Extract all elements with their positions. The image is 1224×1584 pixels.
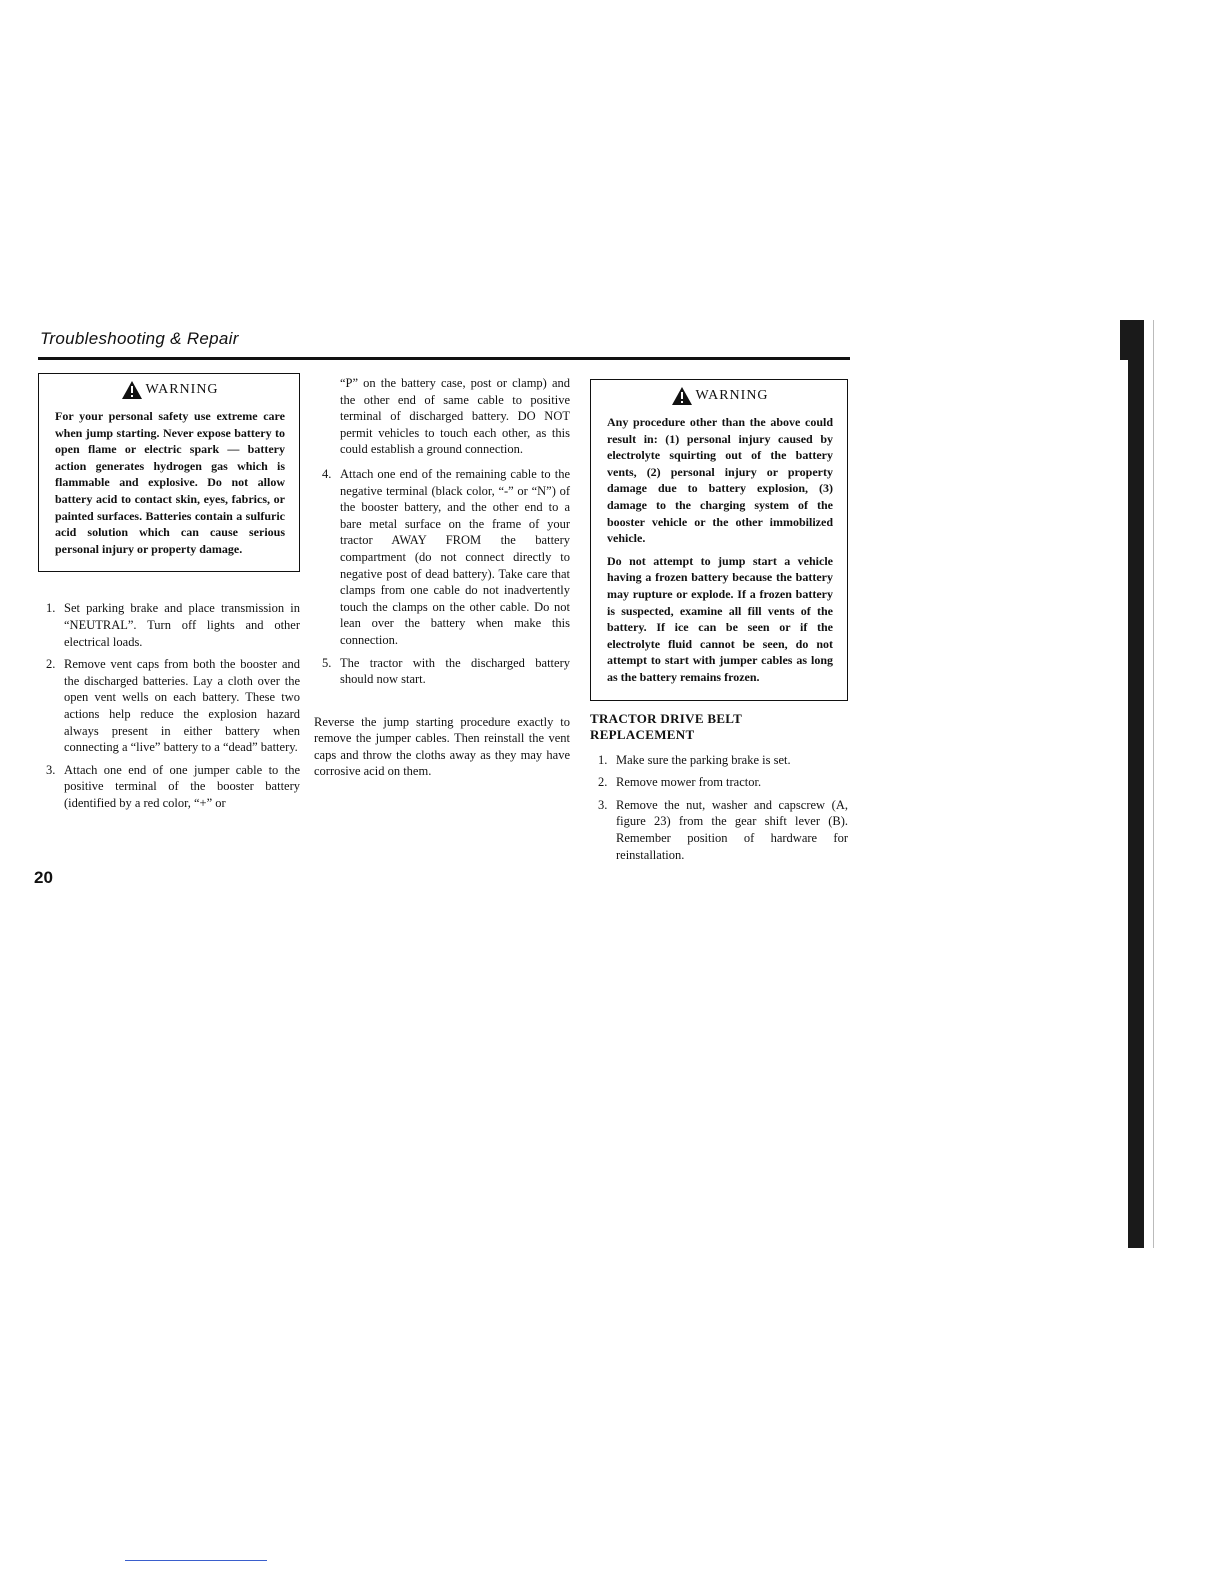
step-continuation: “P” on the battery case, post or clamp) and the other end of same cable to positive terminal of discharged battery. DO NOT permit vehicles to touch each other, as this could establish a ground connection. bbox=[340, 376, 570, 457]
section-heading: TRACTOR DRIVE BELT REPLACEMENT bbox=[590, 710, 742, 743]
warning-text: For your personal safety use extreme care when jump starting. Never expose battery to open flame or electric spark — battery action generates hydrogen gas which is flammable and explosive. Do not allow battery acid to contact skin, eyes, fabrics, or painted surfaces. Batteries contain a sulfuric acid solution which can cause serious personal injury or property damage. bbox=[55, 409, 285, 556]
list-item bbox=[38, 656, 300, 756]
reverse-paragraph: Reverse the jump starting procedure exactly to remove the jumper cables. Then reinstall the vent caps and throw the cloths away as they may have corrosive acid on them. bbox=[314, 714, 570, 779]
warning-title-text: WARNING bbox=[145, 381, 219, 397]
list-item bbox=[314, 466, 570, 649]
list-item bbox=[590, 797, 848, 863]
warning-box-left bbox=[38, 373, 300, 572]
list-item bbox=[590, 752, 848, 769]
step-number: 1. bbox=[46, 601, 56, 616]
warning-paragraph-2: Do not attempt to jump start a vehicle having a frozen battery because the battery may rupture or explode. If a frozen battery is suspected, examine all fill vents of the battery. If ice can be seen or if the electrolyte fluid cannot be seen, do not attempt to start with jumper cables as long as the battery remains frozen. bbox=[607, 553, 833, 684]
page-edge-shadow bbox=[1128, 320, 1144, 1248]
list-item bbox=[38, 762, 300, 812]
step-text: Remove mower from tractor. bbox=[616, 775, 762, 790]
footer-line bbox=[125, 1560, 267, 1561]
warning-title bbox=[607, 386, 833, 406]
header-rule bbox=[38, 357, 850, 360]
middle-column bbox=[314, 375, 570, 780]
step-text: Attach one end of one jumper cable to the positive terminal of the booster battery (identified by a red color, “+” or bbox=[64, 762, 300, 810]
list-item bbox=[38, 600, 300, 650]
step-text: The tractor with the discharged battery should now start. bbox=[340, 655, 570, 687]
warning-triangle-icon bbox=[671, 386, 693, 406]
step-number: 2. bbox=[598, 775, 608, 790]
page-number: 20 bbox=[34, 868, 53, 887]
warning-box-right bbox=[590, 379, 848, 701]
step-text: Make sure the parking brake is set. bbox=[616, 752, 791, 767]
list-item bbox=[590, 774, 848, 791]
step-number: 3. bbox=[598, 797, 608, 812]
step-number: 1. bbox=[598, 752, 608, 767]
step-text: Remove vent caps from both the booster and the discharged batteries. Lay a cloth over the open vent wells on each battery. These two actions help reduce the explosion hazard always present in either battery when connecting a “live” battery to a “dead” battery. bbox=[64, 657, 300, 755]
step-number: 5. bbox=[322, 655, 332, 670]
right-column bbox=[590, 379, 848, 869]
step-text: Remove the nut, washer and capscrew (A, figure 23) from the gear shift lever (B). Remember position of hardware for reinstallation. bbox=[616, 797, 848, 862]
warning-title bbox=[55, 380, 285, 400]
step-number: 2. bbox=[46, 657, 56, 672]
step-text: Set parking brake and place transmission in “NEUTRAL”. Turn off lights and other electrical loads. bbox=[64, 601, 300, 649]
section-header: Troubleshooting & Repair bbox=[40, 329, 239, 348]
left-steps-list bbox=[38, 600, 300, 811]
page-edge-shadow bbox=[1120, 320, 1128, 360]
step-text: Attach one end of the remaining cable to the negative terminal (black color, “-” or “N”) of the booster battery, and the other end to a bare metal surface on the frame of your tractor AWAY FROM the battery compartment (do not connect directly to negative post of dead battery). Take care that clamps from one cable do not inadvertently touch the clamps on the other cable. Do not lean over the battery when make this connection. bbox=[340, 466, 570, 647]
step-number: 3. bbox=[46, 762, 56, 777]
list-item bbox=[314, 655, 570, 688]
belt-steps-list bbox=[590, 752, 848, 864]
middle-steps-list bbox=[314, 466, 570, 688]
left-column bbox=[38, 373, 300, 817]
warning-paragraph-1: Any procedure other than the above could result in: (1) personal injury caused by electrolyte squirting out of the battery vents, (2) personal injury or property damage due to battery explosion, (3) damage to the charging system of the booster vehicle or the other immobilized vehicle. bbox=[607, 415, 833, 546]
warning-triangle-icon bbox=[121, 380, 143, 400]
step-number: 4. bbox=[322, 466, 332, 481]
warning-title-text: WARNING bbox=[695, 387, 769, 403]
page-edge-line bbox=[1153, 320, 1154, 1248]
